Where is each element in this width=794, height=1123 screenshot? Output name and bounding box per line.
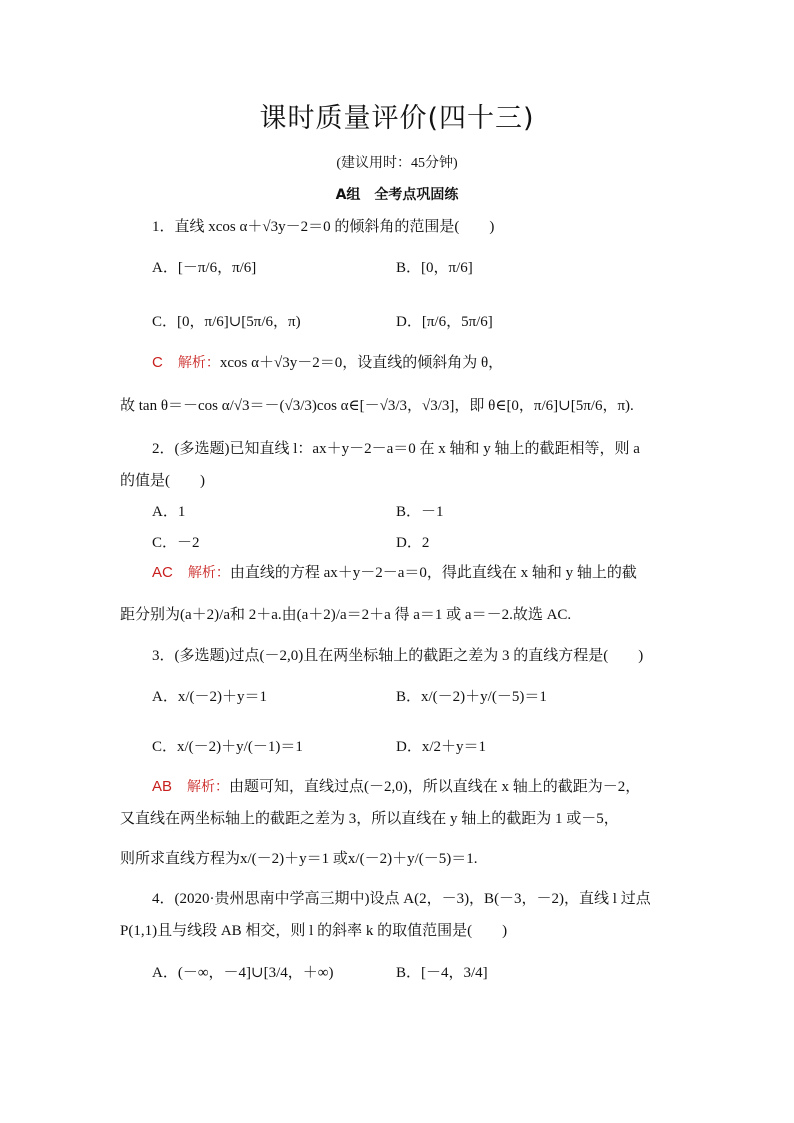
q1-option-c: C．[0，π/6]∪[5π/6，π) [152,314,301,330]
q1-analysis-line1 [152,352,503,374]
suggested-time: (建议用时：45分钟) [336,156,458,171]
q2-answer: AC [152,564,173,581]
q2-analysis-text1: 由直线的方程 ax＋y－2－a＝0，得此直线在 x 轴和 y 轴上的截 [229,565,637,581]
q3-analysis-label: 解析： [187,779,230,795]
q1-analysis-text1: xcos α＋√3y－2＝0，设直线的倾斜角为 θ， [219,355,504,371]
q2-option-d: D．2 [396,535,430,551]
q4-stem-line2: P(1,1)且与线段 AB 相交，则 l 的斜率 k 的取值范围是( ) [120,923,508,939]
q4-option-b: B．[－4，3/4] [396,965,488,981]
q3-analysis-line2: 又直线在两坐标轴上的截距之差为 3，所以直线在 y 轴上的截距为 1 或－5， [120,811,619,827]
q3-stem: 3．(多选题)过点(－2,0)且在两坐标轴上的截距之差为 3 的直线方程是( ) [152,648,644,664]
q1-answer: C [152,354,163,371]
q2-analysis-line1 [152,562,637,584]
q1-analysis-line2: 故 tan θ＝－cos α/√3＝－(√3/3)cos α∈[－√3/3，√3/3]，即 θ∈[0，π/6]∪[5π/6，π). [120,398,634,414]
q4-option-a: A．(－∞，－4]∪[3/4，＋∞) [152,965,334,981]
q1-option-d: D．[π/6，5π/6] [396,314,493,330]
q2-analysis-label: 解析： [187,565,230,581]
q3-analysis-line1 [152,776,640,798]
q3-analysis-text1: 由题可知，直线过点(－2,0)，所以直线在 x 轴上的截距为－2， [229,779,641,795]
q1-analysis-label: 解析： [177,355,220,371]
q3-option-b: B．x/(－2)＋y/(－5)＝1 [396,689,547,705]
q3-option-d: D．x/2＋y＝1 [396,739,487,755]
q4-stem-line1: 4．(2020·贵州思南中学高三期中)设点 A(2，－3)，B(－3，－2)，直线 l 过点 [152,891,651,907]
q3-option-a: A．x/(－2)＋y＝1 [152,689,267,705]
q1-stem: 1．直线 xcos α＋√3y－2＝0 的倾斜角的范围是( ) [152,219,495,235]
q1-option-b: B．[0，π/6] [396,260,473,276]
q2-stem-line2: 的值是( ) [120,473,205,489]
q2-option-a: A．1 [152,504,186,520]
group-heading: A组 全考点巩固练 [335,187,459,203]
page-title: 课时质量评价(四十三) [259,103,535,134]
q3-answer: AB [152,778,173,795]
q3-analysis-line3: 则所求直线方程为x/(－2)＋y＝1 或x/(－2)＋y/(－5)＝1. [120,851,478,867]
q2-option-c: C．－2 [152,535,200,551]
q2-option-b: B．－1 [396,504,444,520]
q1-option-a: A．[－π/6，π/6] [152,260,257,276]
q2-stem-line1: 2．(多选题)已知直线 l：ax＋y－2－a＝0 在 x 轴和 y 轴上的截距相等，则 a [152,441,640,457]
q3-option-c: C．x/(－2)＋y/(－1)＝1 [152,739,303,755]
q2-analysis-line2: 距分别为(a＋2)/a和 2＋a.由(a＋2)/a＝2＋a 得 a＝1 或 a＝－2.故选 AC. [120,607,572,623]
